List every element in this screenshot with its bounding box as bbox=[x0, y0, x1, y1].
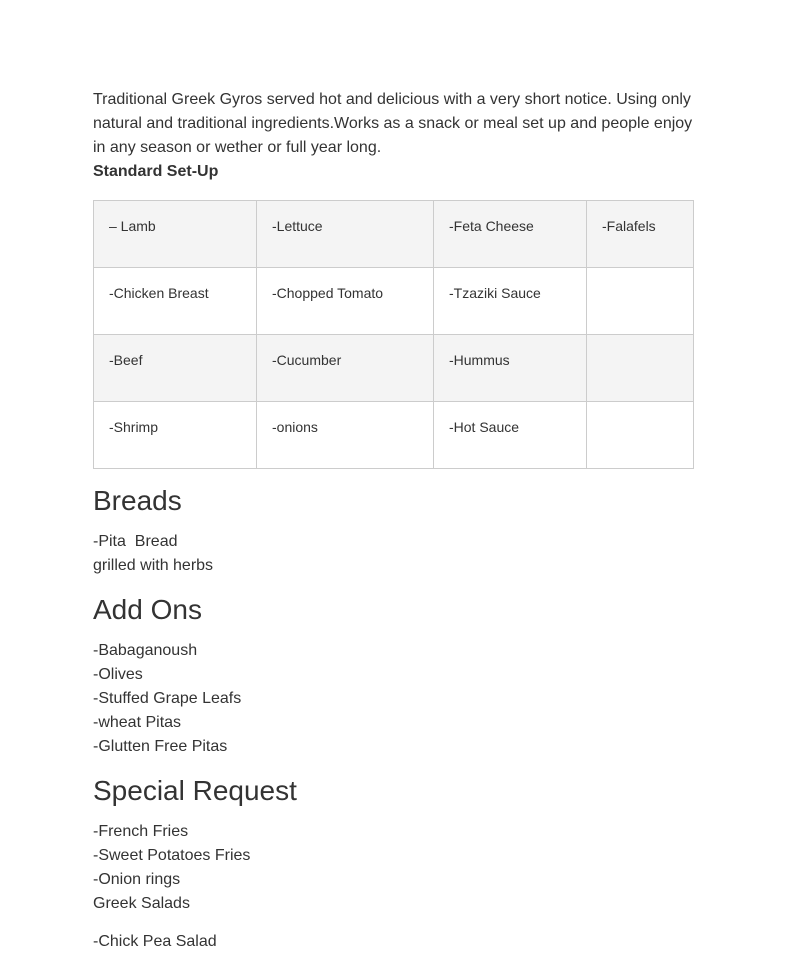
table-cell: -Falafels bbox=[587, 201, 694, 268]
list-item: -Sweet Potatoes Fries bbox=[93, 847, 251, 864]
intro-paragraph: Traditional Greek Gyros served hot and delicious with a very short notice. Using only natural and traditional ingredients.Works as a snack or meal set up and people enjoy in any season or wether or full year long. bbox=[93, 91, 693, 156]
list-item: -Stuffed Grape Leafs bbox=[93, 690, 242, 707]
list-item: grilled with herbs bbox=[93, 557, 214, 574]
breads-heading: Breads bbox=[93, 485, 182, 516]
table-cell bbox=[587, 335, 694, 402]
special-request-list bbox=[93, 820, 693, 954]
breads-list bbox=[93, 530, 693, 578]
list-item: -Babaganoush bbox=[93, 642, 198, 659]
list-item: -Glutten Free Pitas bbox=[93, 738, 228, 755]
addons-list bbox=[93, 639, 693, 759]
table-cell: -Chopped Tomato bbox=[257, 268, 434, 335]
list-item: -French Fries bbox=[93, 823, 189, 840]
list-item: -wheat Pitas bbox=[93, 714, 182, 731]
list-item: -Olives bbox=[93, 666, 143, 683]
addons-heading: Add Ons bbox=[93, 594, 202, 625]
table-cell: -Hummus bbox=[434, 335, 587, 402]
list-item: Greek Salads bbox=[93, 895, 190, 912]
table-cell: -onions bbox=[257, 402, 434, 469]
table-cell: -Shrimp bbox=[94, 402, 257, 469]
page-content bbox=[93, 88, 693, 954]
setup-table bbox=[93, 200, 694, 469]
table-cell: -Chicken Breast bbox=[94, 268, 257, 335]
table-cell: -Cucumber bbox=[257, 335, 434, 402]
list-item: -Pita Bread bbox=[93, 533, 178, 550]
table-cell: -Feta Cheese bbox=[434, 201, 587, 268]
spacer bbox=[93, 916, 693, 930]
table-cell: -Lettuce bbox=[257, 201, 434, 268]
table-row bbox=[94, 201, 694, 268]
table-cell: -Tzaziki Sauce bbox=[434, 268, 587, 335]
table-cell: -Beef bbox=[94, 335, 257, 402]
table-cell bbox=[587, 268, 694, 335]
setup-title: Standard Set-Up bbox=[93, 163, 219, 180]
table-cell bbox=[587, 402, 694, 469]
special-request-heading: Special Request bbox=[93, 775, 297, 806]
table-row bbox=[94, 268, 694, 335]
table-row bbox=[94, 402, 694, 469]
list-item: -Onion rings bbox=[93, 871, 181, 888]
list-item: -Chick Pea Salad bbox=[93, 933, 217, 950]
table-cell: -Hot Sauce bbox=[434, 402, 587, 469]
table-row bbox=[94, 335, 694, 402]
table-cell: – Lamb bbox=[94, 201, 257, 268]
